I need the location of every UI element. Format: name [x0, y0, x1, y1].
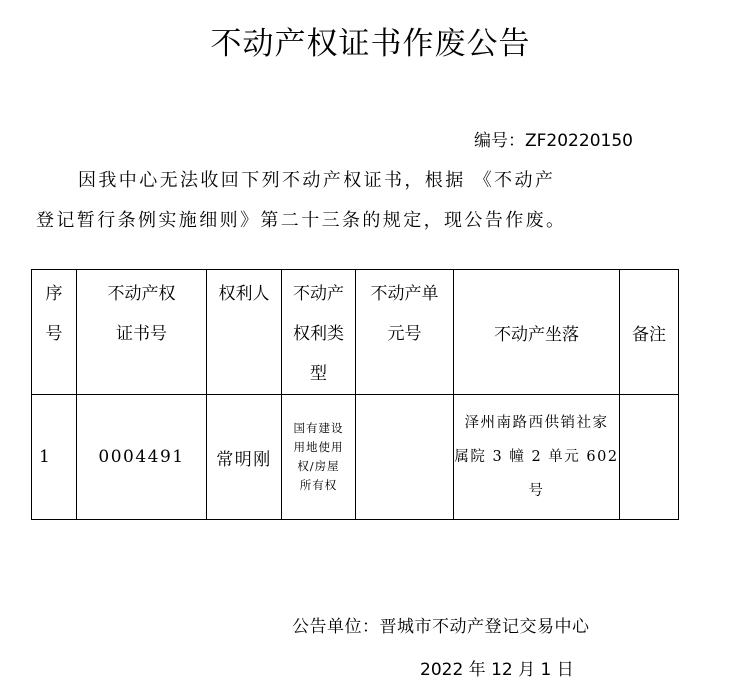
table-header-row	[32, 270, 679, 395]
header-location: 不动产坐落	[454, 270, 620, 395]
cell-remark	[620, 395, 679, 520]
revoked-certificates-table	[31, 269, 679, 520]
header-unit-number: 不动产单 元号	[356, 270, 454, 395]
cell-unit-number	[356, 395, 454, 520]
cell-holder: 常明刚	[207, 395, 282, 520]
header-seq: 序 号	[32, 270, 77, 395]
cell-right-type: 国有建设 用地使用 权/房屋 所有权	[282, 395, 356, 520]
document-number: 编号：ZF20220150	[474, 131, 633, 151]
cell-seq: 1	[32, 395, 77, 520]
page-title: 不动产权证书作废公告	[210, 26, 531, 62]
notice-paragraph-line-2: 登记暂行条例实施细则》第二十三条的规定，现公告作废。	[36, 210, 567, 231]
header-right-type: 不动产 权利类 型	[282, 270, 356, 395]
issuing-unit: 公告单位：晋城市不动产登记交易中心	[292, 617, 590, 637]
header-remark: 备注	[620, 270, 679, 395]
header-holder: 权利人	[207, 270, 282, 395]
notice-paragraph-line-1: 因我中心无法收回下列不动产权证书，根据 《不动产	[78, 170, 556, 191]
issue-date: 2022 年 12 月 1 日	[420, 660, 574, 680]
cell-cert-number: 0004491	[77, 395, 207, 520]
cell-location: 泽州南路西供销社家 属院 3 幢 2 单元 602 号	[454, 395, 620, 520]
header-cert-number: 不动产权 证书号	[77, 270, 207, 395]
table-row	[32, 395, 679, 520]
